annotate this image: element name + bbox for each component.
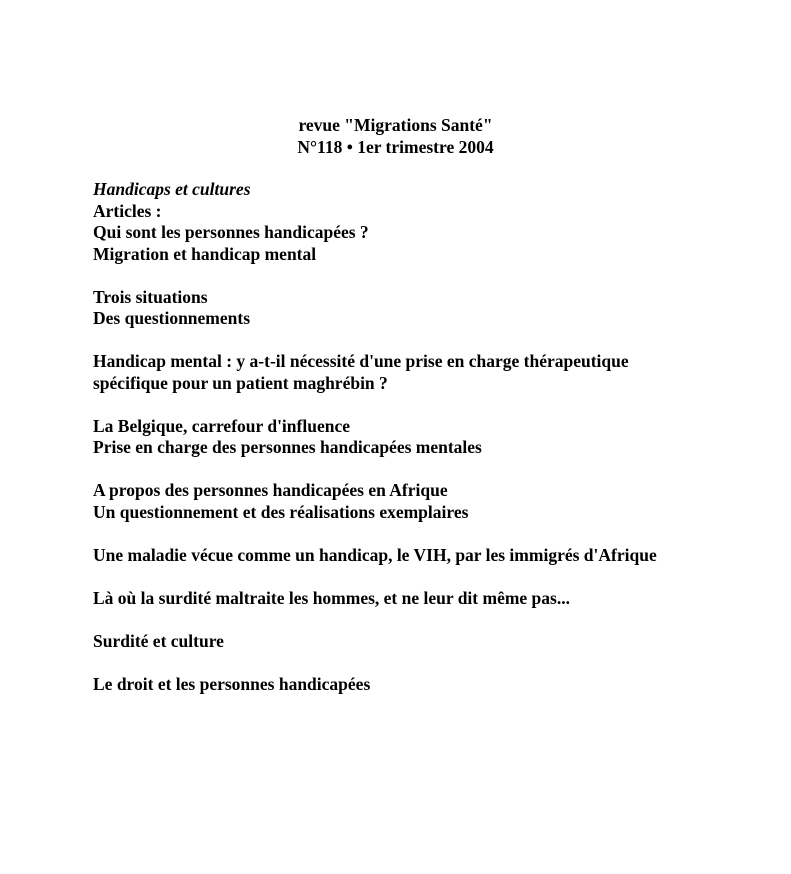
journal-header: [0, 115, 791, 158]
article-line: Trois situations: [93, 286, 208, 307]
article-line: spécifique pour un patient maghrébin ?: [93, 372, 388, 393]
article-line: A propos des personnes handicapées en Afrique: [93, 480, 448, 500]
article-line: La Belgique, carrefour d'influence: [93, 415, 350, 436]
article-group: [93, 351, 773, 394]
article-group: [93, 545, 773, 567]
article-group: [93, 480, 773, 523]
spacer: [93, 330, 773, 352]
spacer: [93, 459, 773, 481]
article-group: [93, 416, 773, 459]
article-group: [93, 674, 773, 696]
spacer: [93, 566, 773, 588]
article-group: [93, 588, 773, 610]
spacer: [93, 609, 773, 631]
article-line: Le droit et les personnes handicapées: [93, 673, 371, 694]
article-group: [93, 631, 773, 653]
issue-info: N°118 • 1er trimestre 2004: [297, 136, 494, 157]
article-line: Qui sont les personnes handicapées ?: [93, 222, 369, 242]
article-line: Handicap mental : y a-t-il nécessité d'une prise en charge thérapeutique: [93, 351, 629, 371]
theme-title: Handicaps et cultures: [93, 179, 251, 199]
article-group: [93, 287, 773, 330]
spacer: [93, 523, 773, 545]
spacer: [93, 652, 773, 674]
article-line: Surdité et culture: [93, 630, 224, 651]
spacer: [93, 265, 773, 287]
article-group: [93, 222, 773, 265]
table-of-contents: [93, 179, 773, 695]
article-line: Une maladie vécue comme un handicap, le VIH, par les immigrés d'Afrique: [93, 544, 657, 565]
article-line: Migration et handicap mental: [93, 243, 317, 264]
article-line: Prise en charge des personnes handicapées mentales: [93, 437, 482, 457]
article-line: Un questionnement et des réalisations exemplaires: [93, 501, 469, 522]
article-line: Des questionnements: [93, 308, 251, 328]
spacer: [93, 394, 773, 416]
journal-title: revue "Migrations Santé": [298, 115, 493, 135]
articles-label: Articles :: [93, 200, 162, 221]
article-line: Là où la surdité maltraite les hommes, et ne leur dit même pas...: [93, 587, 570, 608]
